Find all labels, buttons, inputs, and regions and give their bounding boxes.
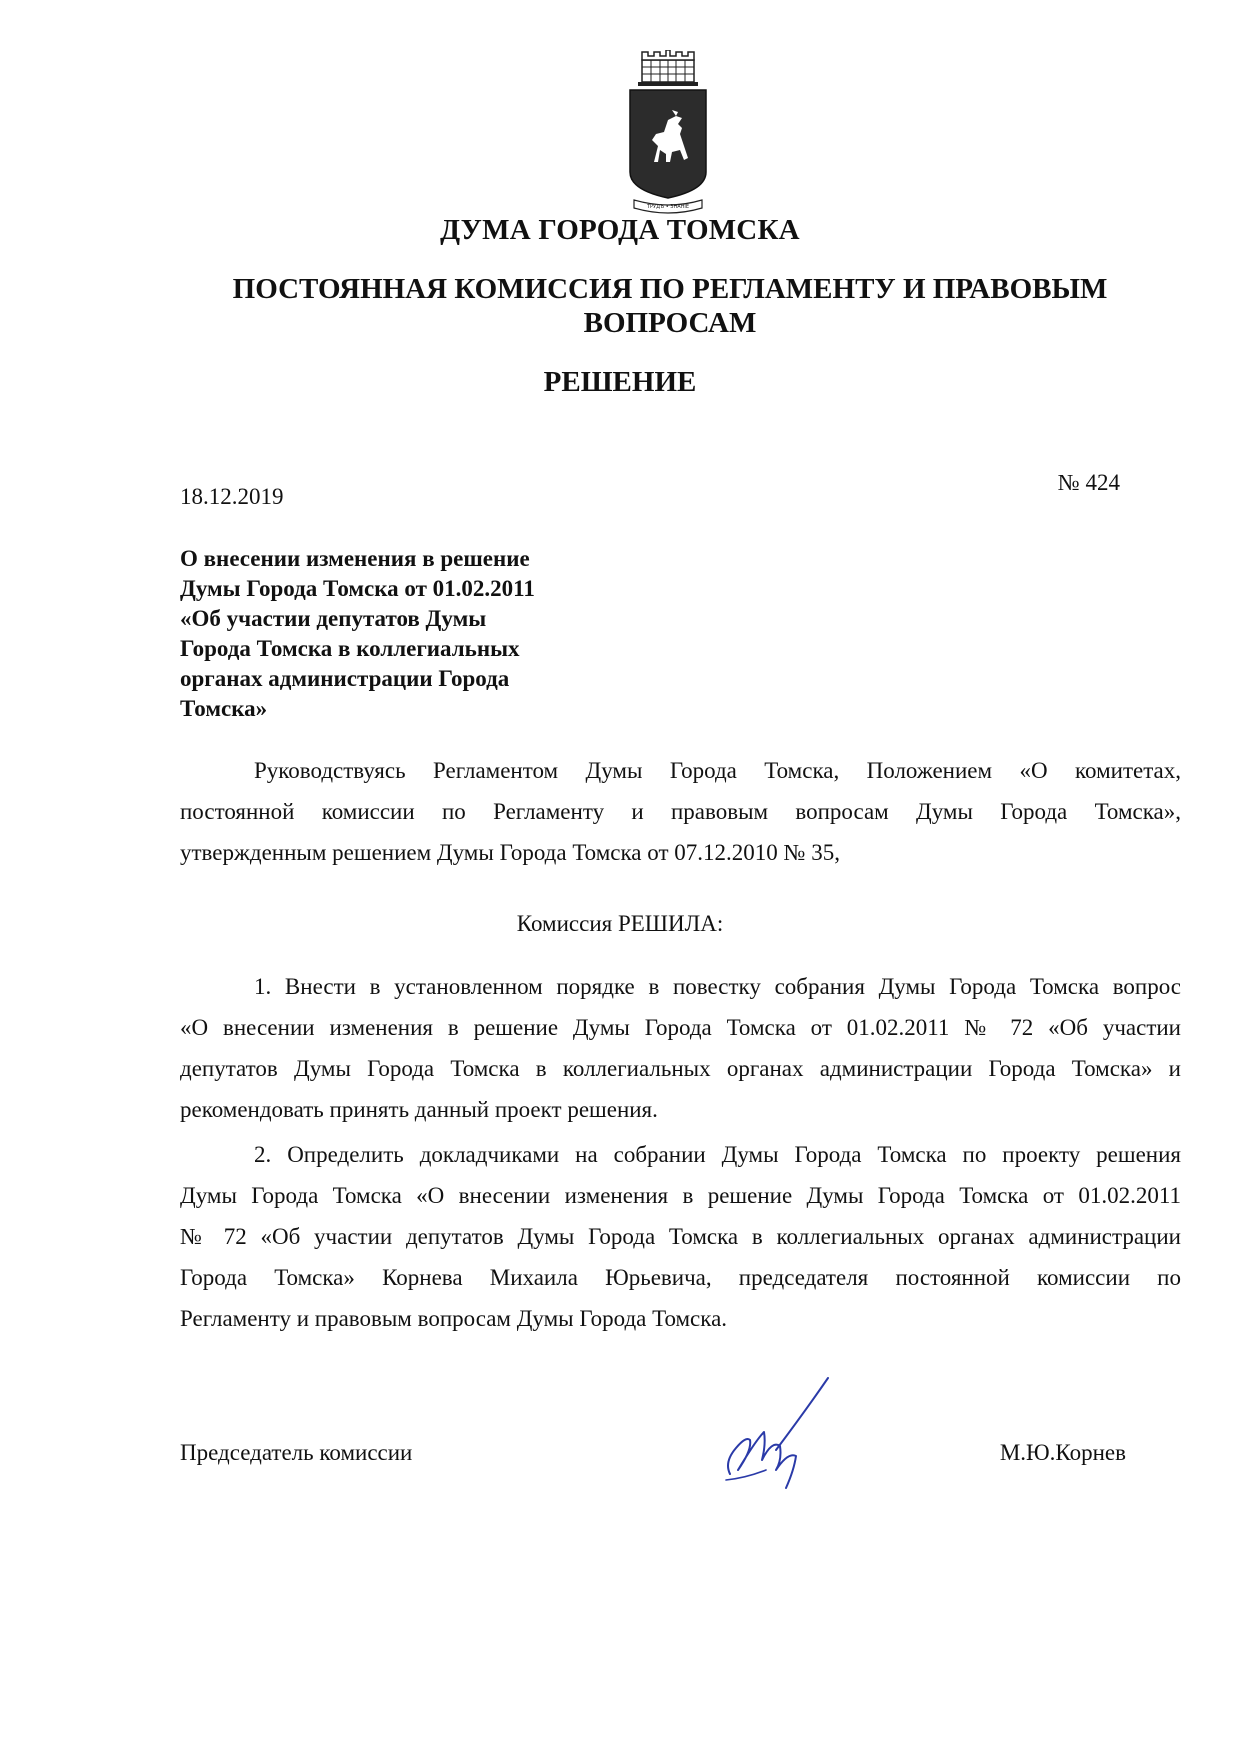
paragraph-line: Руководствуясь Регламентом Думы Города Томска, Положением «О комитетах,: [254, 758, 1181, 783]
commission-title-line-1: ПОСТОЯННАЯ КОМИССИЯ ПО РЕГЛАМЕНТУ И ПРАВОВЫМ: [232, 273, 1108, 305]
signature-icon: [716, 1370, 836, 1490]
document-type: РЕШЕНИЕ: [543, 366, 697, 398]
subject-line: Думы Города Томска от 01.02.2011: [180, 576, 535, 601]
subject-line: Города Томска в коллегиальных: [180, 636, 520, 661]
paragraph-line: постоянной комиссии по Регламенту и правовым вопросам Думы Города Томска»,: [180, 799, 1181, 824]
paragraph-line: Регламенту и правовым вопросам Думы Города Томска.: [180, 1306, 728, 1331]
paragraph-line: рекомендовать принять данный проект решения.: [180, 1097, 658, 1122]
subject-line: «Об участии депутатов Думы: [180, 606, 487, 631]
signatory-name: М.Ю.Корнев: [999, 1440, 1126, 1465]
svg-text:ТРУДЪ • ЗНАНІЕ: ТРУДЪ • ЗНАНІЕ: [646, 204, 690, 210]
preamble-paragraph: [180, 750, 1181, 873]
paragraph-line: № 72 «Об участии депутатов Думы Города Томска в коллегиальных органах администрации: [180, 1224, 1181, 1249]
document-number: № 424: [1057, 470, 1120, 495]
paragraph-line: «О внесении изменения в решение Думы Города Томска от 01.02.2011 № 72 «Об участии: [180, 1015, 1181, 1040]
coat-of-arms-icon: [626, 50, 710, 218]
paragraph-line: утвержденным решением Думы Города Томска от 07.12.2010 № 35,: [180, 840, 840, 865]
commission-title-line-2: ВОПРОСАМ: [583, 307, 757, 339]
paragraph-line: Города Томска» Корнева Михаила Юрьевича, председателя постоянной комиссии по: [180, 1265, 1181, 1290]
paragraph-line: депутатов Думы Города Томска в коллегиальных органах администрации Города Томска» и: [180, 1056, 1181, 1081]
decision-item-1: [180, 966, 1181, 1130]
organization-title: ДУМА ГОРОДА ТОМСКА: [440, 214, 800, 246]
paragraph-line: Думы Города Томска «О внесении изменения в решение Думы Города Томска от 01.02.2011: [180, 1183, 1181, 1208]
decision-heading: Комиссия РЕШИЛА:: [516, 911, 724, 936]
commission-title: [200, 272, 1140, 340]
paragraph-line: 2. Определить докладчиками на собрании Думы Города Томска по проекту решения: [254, 1142, 1181, 1167]
decision-item-2: [180, 1134, 1181, 1339]
paragraph-line: 1. Внести в установленном порядке в повестку собрания Думы Города Томска вопрос: [254, 974, 1181, 999]
subject-line: органах администрации Города: [180, 666, 510, 691]
subject-line: О внесении изменения в решение: [180, 546, 530, 571]
document-date: 18.12.2019: [180, 484, 284, 509]
signatory-position: Председатель комиссии: [180, 1440, 413, 1465]
subject-line: Томска»: [180, 696, 268, 721]
document-subject: [180, 544, 600, 724]
crown: [638, 50, 698, 86]
